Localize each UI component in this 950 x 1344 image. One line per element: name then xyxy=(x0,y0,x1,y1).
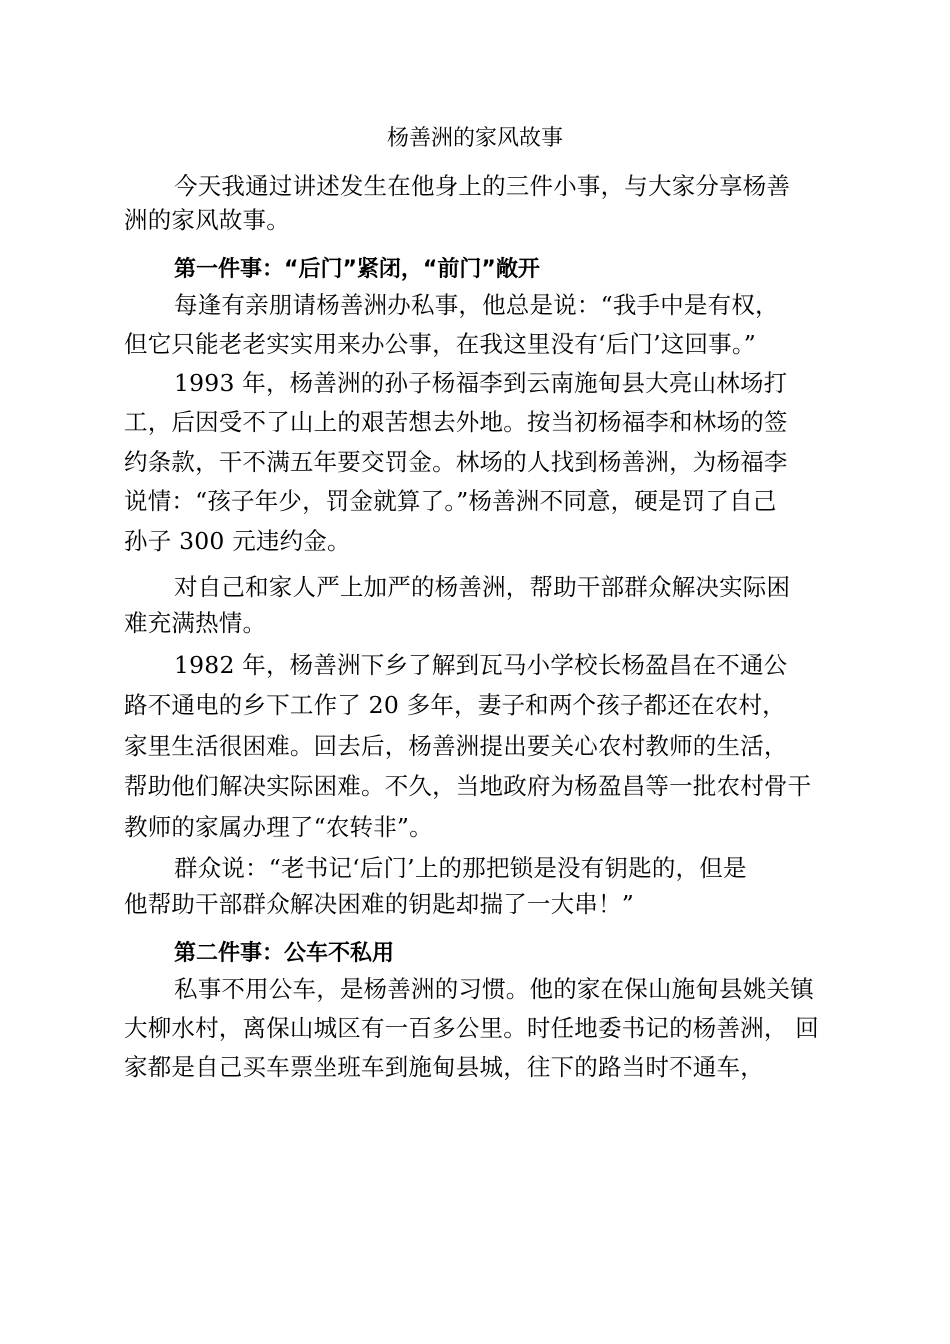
section1-p1-line-1: 每逢有亲朋请杨善洲办私事，他总是说：“我手中是有权， xyxy=(174,291,779,319)
section1-heading: 第一件事：“后门”紧闭，“前门”敞开 xyxy=(174,257,540,282)
section1-p4-line-5: 教师的家属办理了“农转非”。 xyxy=(124,813,433,841)
section1-p3-line-1: 对自己和家人严上加严的杨善洲，帮助干部群众解决实际困 xyxy=(174,573,791,601)
intro-line-2: 洲的家风故事。 xyxy=(124,206,290,234)
section2-heading: 第二件事：公车不私用 xyxy=(174,941,395,966)
section1-p4-line-3: 家里生活很困难。回去后，杨善洲提出要关心农村教师的生活， xyxy=(124,732,788,760)
section2-p1-line-2: 大柳水村，离保山城区有一百多公里。时任地委书记的杨善洲， 回 xyxy=(124,1014,819,1042)
section1-p2-line-5: 孙子 300 元违约金。 xyxy=(124,527,351,555)
section1-p4-line-4: 帮助他们解决实际困难。不久，当地政府为杨盈昌等一批农村骨干 xyxy=(124,772,812,800)
section2-p1-line-3: 家都是自己买车票坐班车到施甸县城，往下的路当时不通车， xyxy=(124,1053,764,1081)
section2-p1-line-1: 私事不用公车，是杨善洲的习惯。他的家在保山施甸县姚关镇 xyxy=(174,975,814,1003)
section1-p4-line-2: 路不通电的乡下工作了 20 多年，妻子和两个孩子都还在农村， xyxy=(124,691,786,719)
section1-p2-line-2: 工，后因受不了山上的艰苦想去外地。按当初杨福李和林场的签 xyxy=(124,408,788,436)
section1-p2-line-4: 说情：“孩子年少，罚金就算了。”杨善洲不同意，硬是罚了自己 xyxy=(124,487,777,515)
section1-p2-line-1: 1993 年，杨善洲的孙子杨福李到云南施甸县大亮山林场打 xyxy=(174,369,788,397)
section1-p1-line-2: 但它只能老老实实用来办公事，在我这里没有‘后门’这回事。” xyxy=(124,330,757,358)
section1-p5-line-2: 他帮助干部群众解决困难的钥匙却揣了一大串！” xyxy=(124,890,634,918)
section1-p2-line-3: 约条款，干不满五年要交罚金。林场的人找到杨善洲，为杨福李 xyxy=(124,448,788,476)
section1-p3-line-2: 难充满热情。 xyxy=(124,609,267,637)
document-title: 杨善洲的家风故事 xyxy=(386,126,563,151)
section1-p4-line-1: 1982 年，杨善洲下乡了解到瓦马小学校长杨盈昌在不通公 xyxy=(174,651,788,679)
intro-line-1: 今天我通过讲述发生在他身上的三件小事，与大家分享杨善 xyxy=(174,172,791,200)
section1-p5-line-1: 群众说：“老书记‘后门’上的那把锁是没有钥匙的，但是 xyxy=(174,854,747,882)
